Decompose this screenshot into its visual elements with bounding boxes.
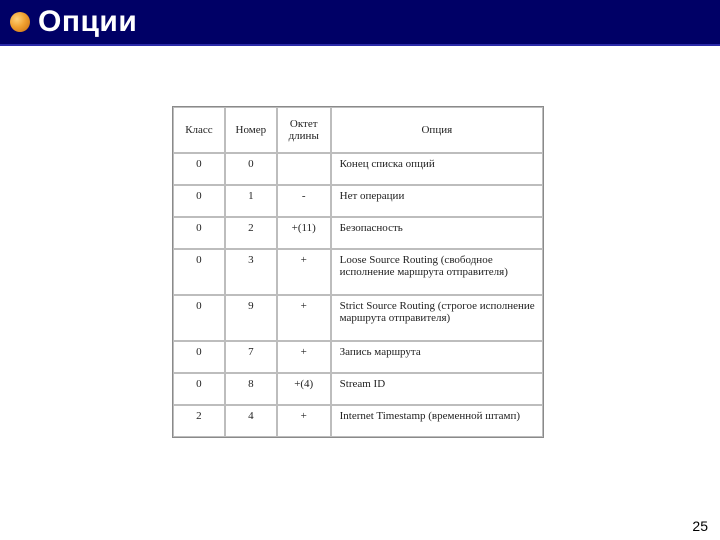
options-table-container xyxy=(172,106,544,438)
cell-option: Безопасность xyxy=(331,217,543,249)
slide-title: Опции xyxy=(38,5,138,38)
cell-number: 8 xyxy=(225,373,277,405)
table-row xyxy=(173,249,543,295)
cell-option: Internet Timestamp (временной штамп) xyxy=(331,405,543,437)
options-table xyxy=(172,106,544,438)
cell-number: 0 xyxy=(225,153,277,185)
header-number: Номер xyxy=(225,107,277,153)
cell-class: 0 xyxy=(173,341,225,373)
table-row xyxy=(173,153,543,185)
cell-number: 7 xyxy=(225,341,277,373)
cell-length: +(4) xyxy=(277,373,331,405)
header-class: Класс xyxy=(173,107,225,153)
cell-length: + xyxy=(277,295,331,341)
header-length-octet: Октет длины xyxy=(277,107,331,153)
cell-number: 3 xyxy=(225,249,277,295)
cell-class: 0 xyxy=(173,153,225,185)
cell-option: Loose Source Routing (свободное исполнение маршрута отправителя) xyxy=(331,249,543,295)
table-header-row xyxy=(173,107,543,153)
header-option: Опция xyxy=(331,107,543,153)
cell-length: + xyxy=(277,249,331,295)
cell-class: 0 xyxy=(173,295,225,341)
bullet-icon xyxy=(10,12,30,32)
table-row xyxy=(173,185,543,217)
cell-number: 9 xyxy=(225,295,277,341)
cell-class: 0 xyxy=(173,217,225,249)
cell-length: +(11) xyxy=(277,217,331,249)
title-bar xyxy=(0,0,720,46)
table-row xyxy=(173,373,543,405)
cell-class: 0 xyxy=(173,373,225,405)
table-row xyxy=(173,295,543,341)
table-row xyxy=(173,405,543,437)
table-row xyxy=(173,341,543,373)
table-row xyxy=(173,217,543,249)
cell-number: 1 xyxy=(225,185,277,217)
cell-option: Stream ID xyxy=(331,373,543,405)
cell-class: 0 xyxy=(173,249,225,295)
cell-option: Strict Source Routing (строгое исполнение маршрута отправителя) xyxy=(331,295,543,341)
cell-length: - xyxy=(277,185,331,217)
cell-length: + xyxy=(277,405,331,437)
cell-option: Запись маршрута xyxy=(331,341,543,373)
cell-class: 0 xyxy=(173,185,225,217)
cell-number: 2 xyxy=(225,217,277,249)
cell-class: 2 xyxy=(173,405,225,437)
cell-length xyxy=(277,153,331,185)
cell-length: + xyxy=(277,341,331,373)
cell-option: Конец списка опций xyxy=(331,153,543,185)
cell-option: Нет операции xyxy=(331,185,543,217)
page-number: 25 xyxy=(692,518,708,534)
cell-number: 4 xyxy=(225,405,277,437)
